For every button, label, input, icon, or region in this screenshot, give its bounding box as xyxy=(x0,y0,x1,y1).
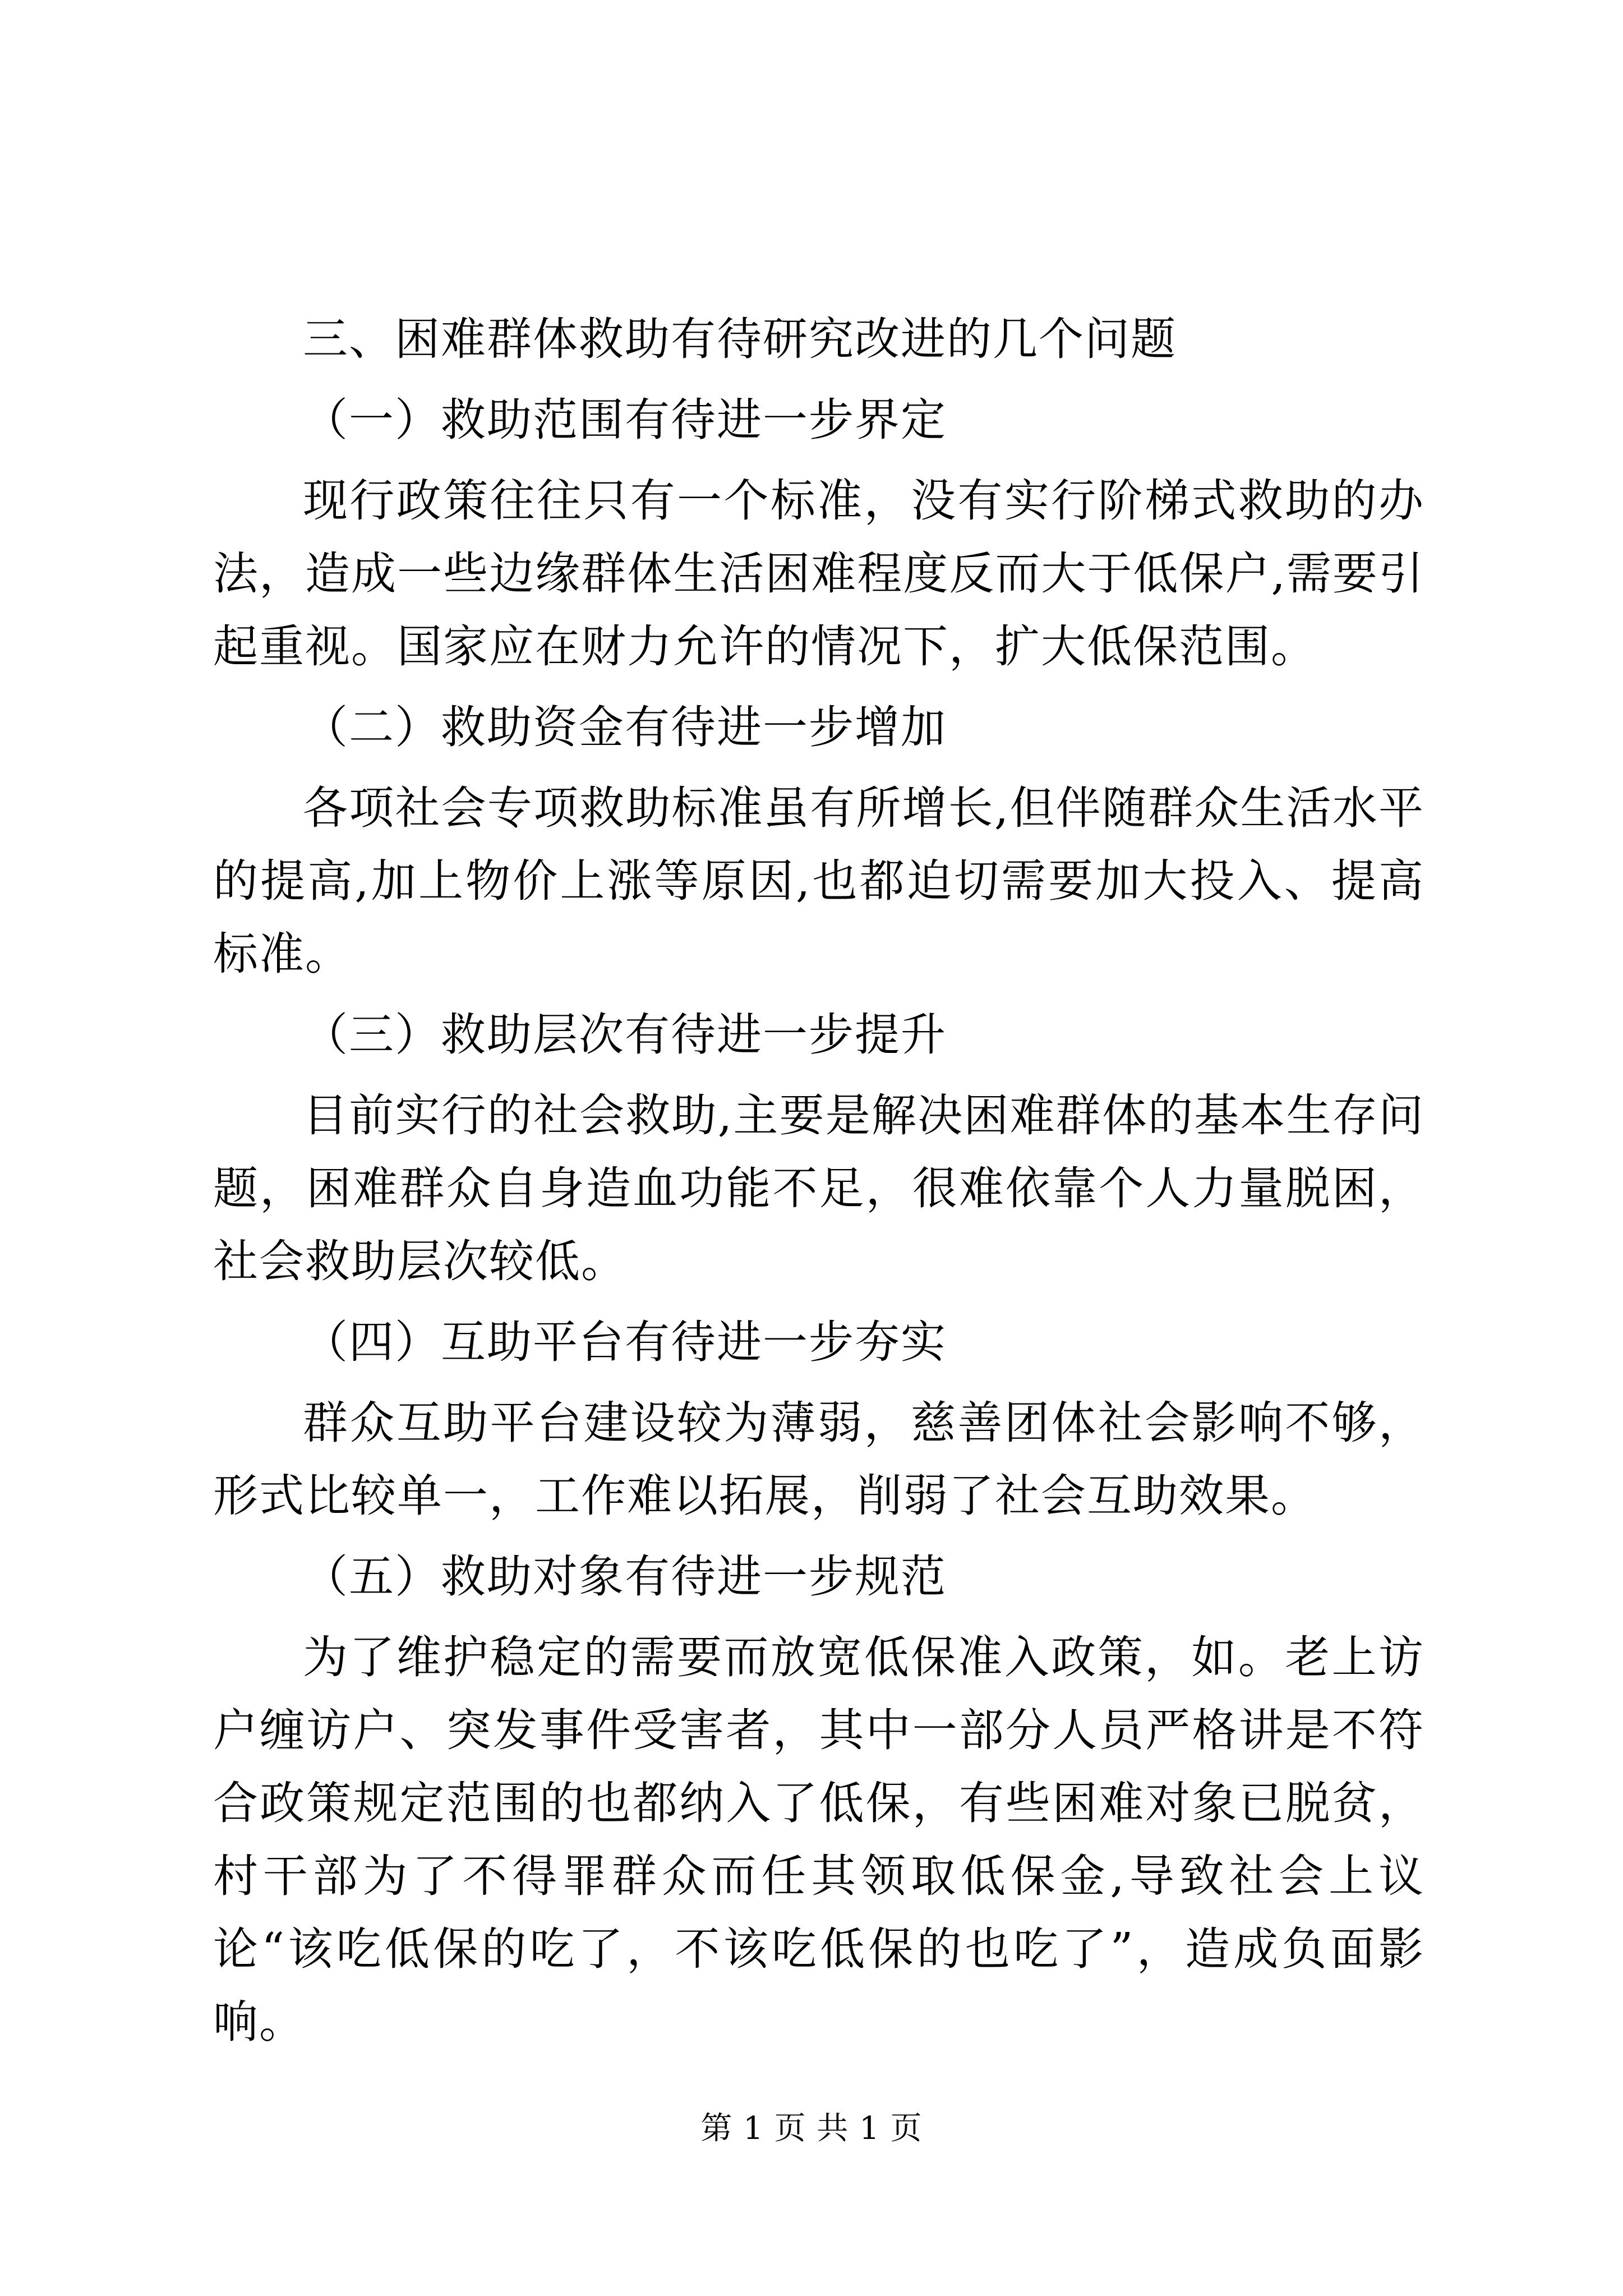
subsection-heading-5: （五）救助对象有待进一步规范 xyxy=(303,1550,947,1603)
section-title: 三、困难群体救助有待研究改进的几个问题 xyxy=(303,313,1177,365)
subsection-body-2: 各项社会专项救助标准虽有所增长,但伴随群众生活水平的提高,加上物价上涨等原因,也都迫切需要加大投入、提高标准。 xyxy=(213,782,1424,980)
subsection-heading-3: （三）救助层次有待进一步提升 xyxy=(303,1009,947,1061)
subsection-heading-4: （四）互助平台有待进一步夯实 xyxy=(303,1316,947,1368)
document-body xyxy=(213,303,1424,2067)
subsection-body-3: 目前实行的社会救助,主要是解决困难群体的基本生存问题，困难群众自身造血功能不足，很难依靠个人力量脱困，社会救助层次较低。 xyxy=(213,1089,1424,1287)
subsection-body-1: 现行政策往往只有一个标准，没有实行阶梯式救助的办法，造成一些边缘群体生活困难程度反而大于低保户,需要引起重视。国家应在财力允许的情况下，扩大低保范围。 xyxy=(213,475,1424,673)
subsection-heading-2: （二）救助资金有待进一步增加 xyxy=(303,701,947,753)
subsection-body-4: 群众互助平台建设较为薄弱，慈善团体社会影响不够，形式比较单一，工作难以拓展，削弱了社会互助效果。 xyxy=(213,1397,1424,1522)
subsection-heading-1: （一）救助范围有待进一步界定 xyxy=(303,394,947,446)
page-footer: 第 1 页 共 1 页 xyxy=(700,2110,923,2147)
subsection-body-5: 为了维护稳定的需要而放宽低保准入政策，如。老上访户缠访户、突发事件受害者，其中一部分人员严格讲是不符合政策规定范围的也都纳入了低保，有些困难对象已脱贫，村干部为了不得罪群众而任其领取低保金,导致社会上议论“该吃低保的吃了，不该吃低保的也吃了”，造成负面影响。 xyxy=(213,1631,1424,2048)
